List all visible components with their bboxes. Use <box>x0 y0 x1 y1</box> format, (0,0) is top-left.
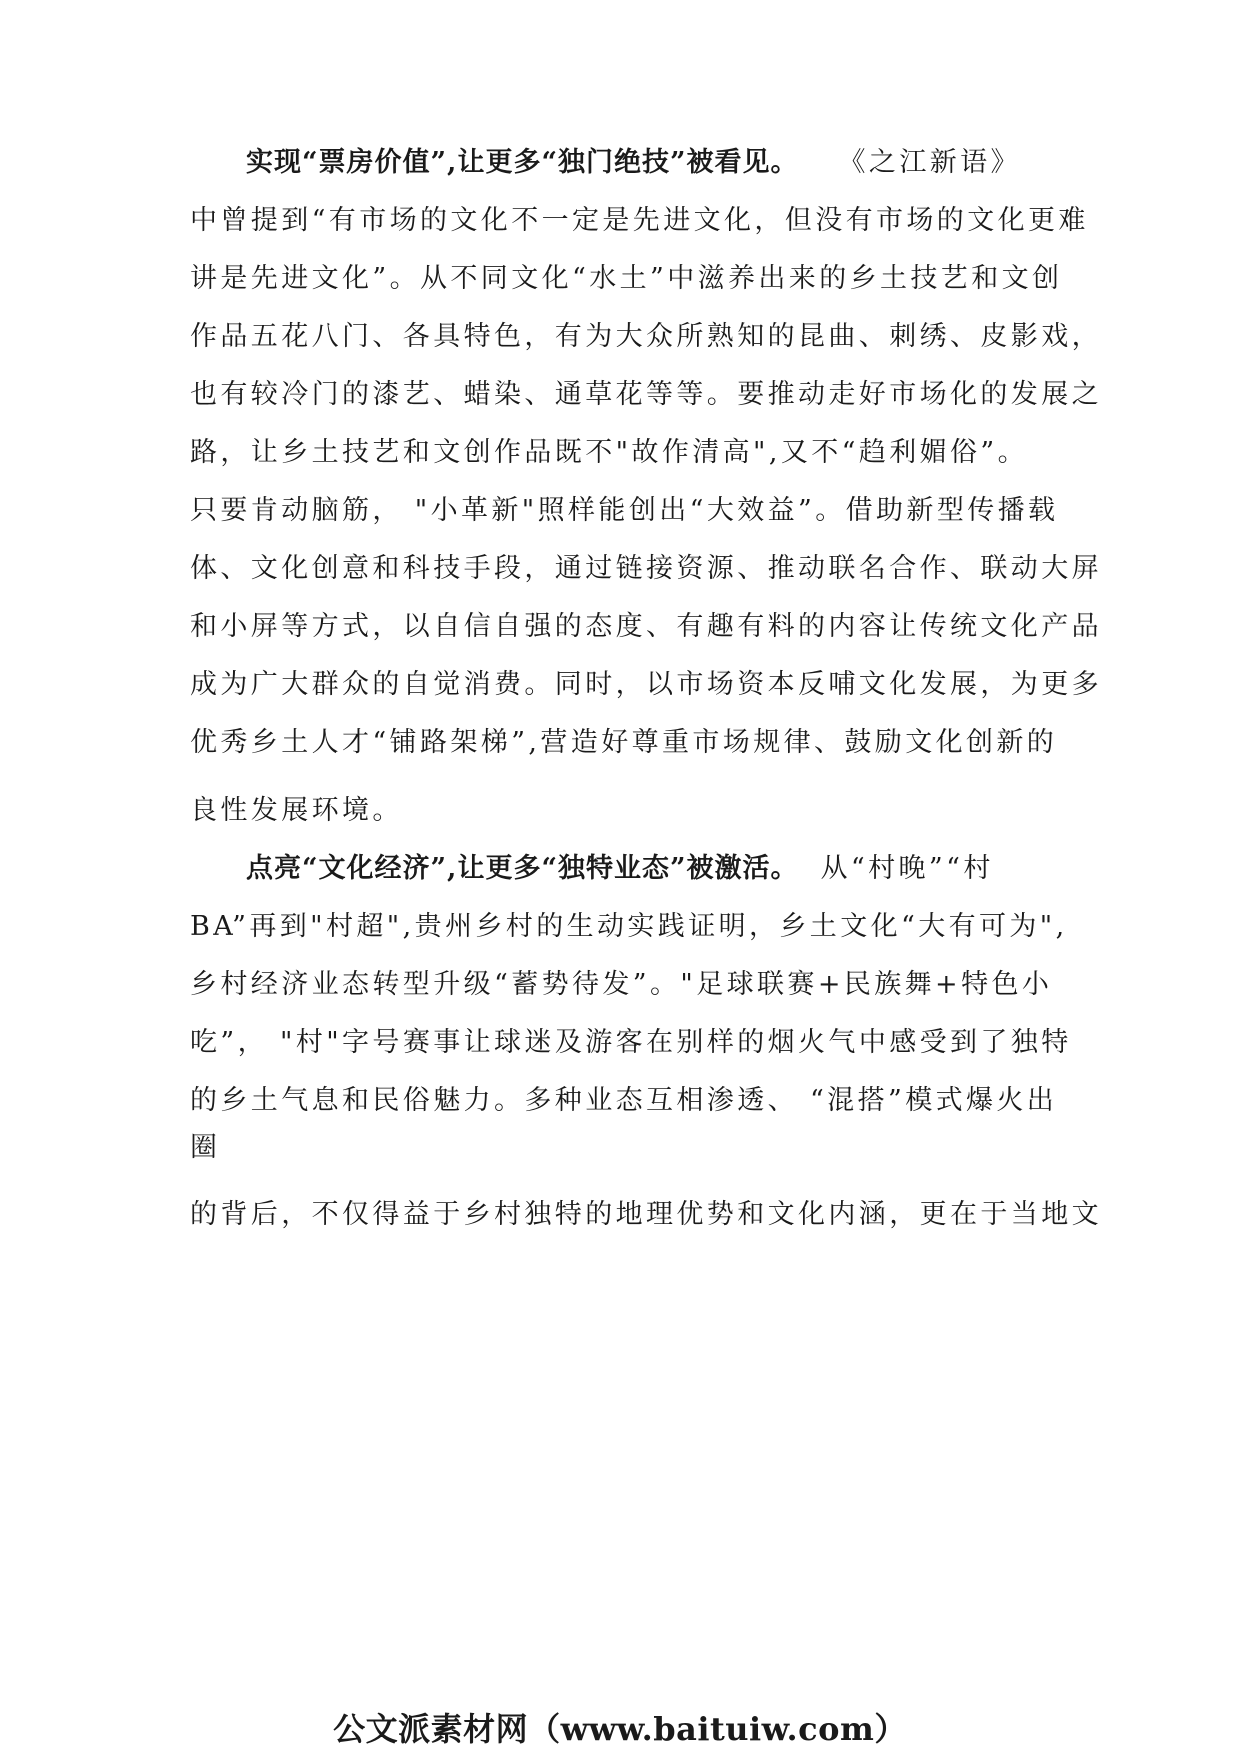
paragraph-1-line: 中曾提到“有市场的文化不一定是先进文化，但没有市场的文化更难 <box>190 205 1089 236</box>
footer-source-label: 公文派素材网（www.baituiw.com） <box>333 1710 907 1748</box>
paragraph-1-heading: 实现“票房价值”,让更多“独门绝技”被看见。 <box>246 147 799 178</box>
paragraph-2-line: BA”再到"村超",贵州乡村的生动实践证明，乡土文化“大有可为", <box>190 911 1068 942</box>
paragraph-1-line: 路，让乡土技艺和文创作品既不"故作清高",又不“趋利媚俗”。 <box>190 437 1029 468</box>
paragraph-1-line: 也有较冷门的漆艺、蜡染、通草花等等。要推动走好市场化的发展之 <box>190 379 1102 410</box>
paragraph-1-line: 和小屏等方式，以自信自强的态度、有趣有料的内容让传统文化产品 <box>190 611 1102 642</box>
paragraph-2-line: 吃”， "村"字号赛事让球迷及游客在别样的烟火气中感受到了独特 <box>190 1027 1072 1058</box>
paragraph-1-line: 成为广大群众的自觉消费。同时，以市场资本反哺文化发展，为更多 <box>190 669 1102 700</box>
paragraph-2-line: 的乡土气息和民俗魅力。多种业态互相渗透、 “混搭”模式爆火出 <box>190 1085 1058 1116</box>
paragraph-1-line: 体、文化创意和科技手段，通过链接资源、推动联名合作、联动大屏 <box>190 553 1102 584</box>
paragraph-1-line: 良性发展环境。 <box>190 795 403 826</box>
paragraph-2-line: 的背后，不仅得益于乡村独特的地理优势和文化内涵，更在于当地文 <box>190 1199 1102 1230</box>
paragraph-1-line: 作品五花八门、各具特色，有为大众所熟知的昆曲、刺绣、皮影戏， <box>190 321 1102 352</box>
paragraph-2-heading: 点亮“文化经济”,让更多“独特业态”被激活。 <box>246 853 799 884</box>
paragraph-1-line: 讲是先进文化”。从不同文化“水土”中滋养出来的乡土技艺和文创 <box>190 263 1063 294</box>
paragraph-2-line: 圈 <box>190 1132 221 1163</box>
paragraph-1-line: 优秀乡土人才“铺路架梯”,营造好尊重市场规律、鼓励文化创新的 <box>190 727 1058 758</box>
paragraph-1-lead: 《之江新语》 <box>838 147 1021 178</box>
paragraph-2-line: 乡村经济业态转型升级“蓄势待发”。"足球联赛+民族舞+特色小 <box>190 969 1053 1000</box>
paragraph-1-line: 只要肯动脑筋， "小革新"照样能创出“大效益”。借助新型传播载 <box>190 495 1059 526</box>
paragraph-2-first-line <box>246 849 994 889</box>
paragraph-2-lead: 从“村晚”“村 <box>820 853 994 884</box>
paragraph-1-first-line <box>246 143 1021 183</box>
